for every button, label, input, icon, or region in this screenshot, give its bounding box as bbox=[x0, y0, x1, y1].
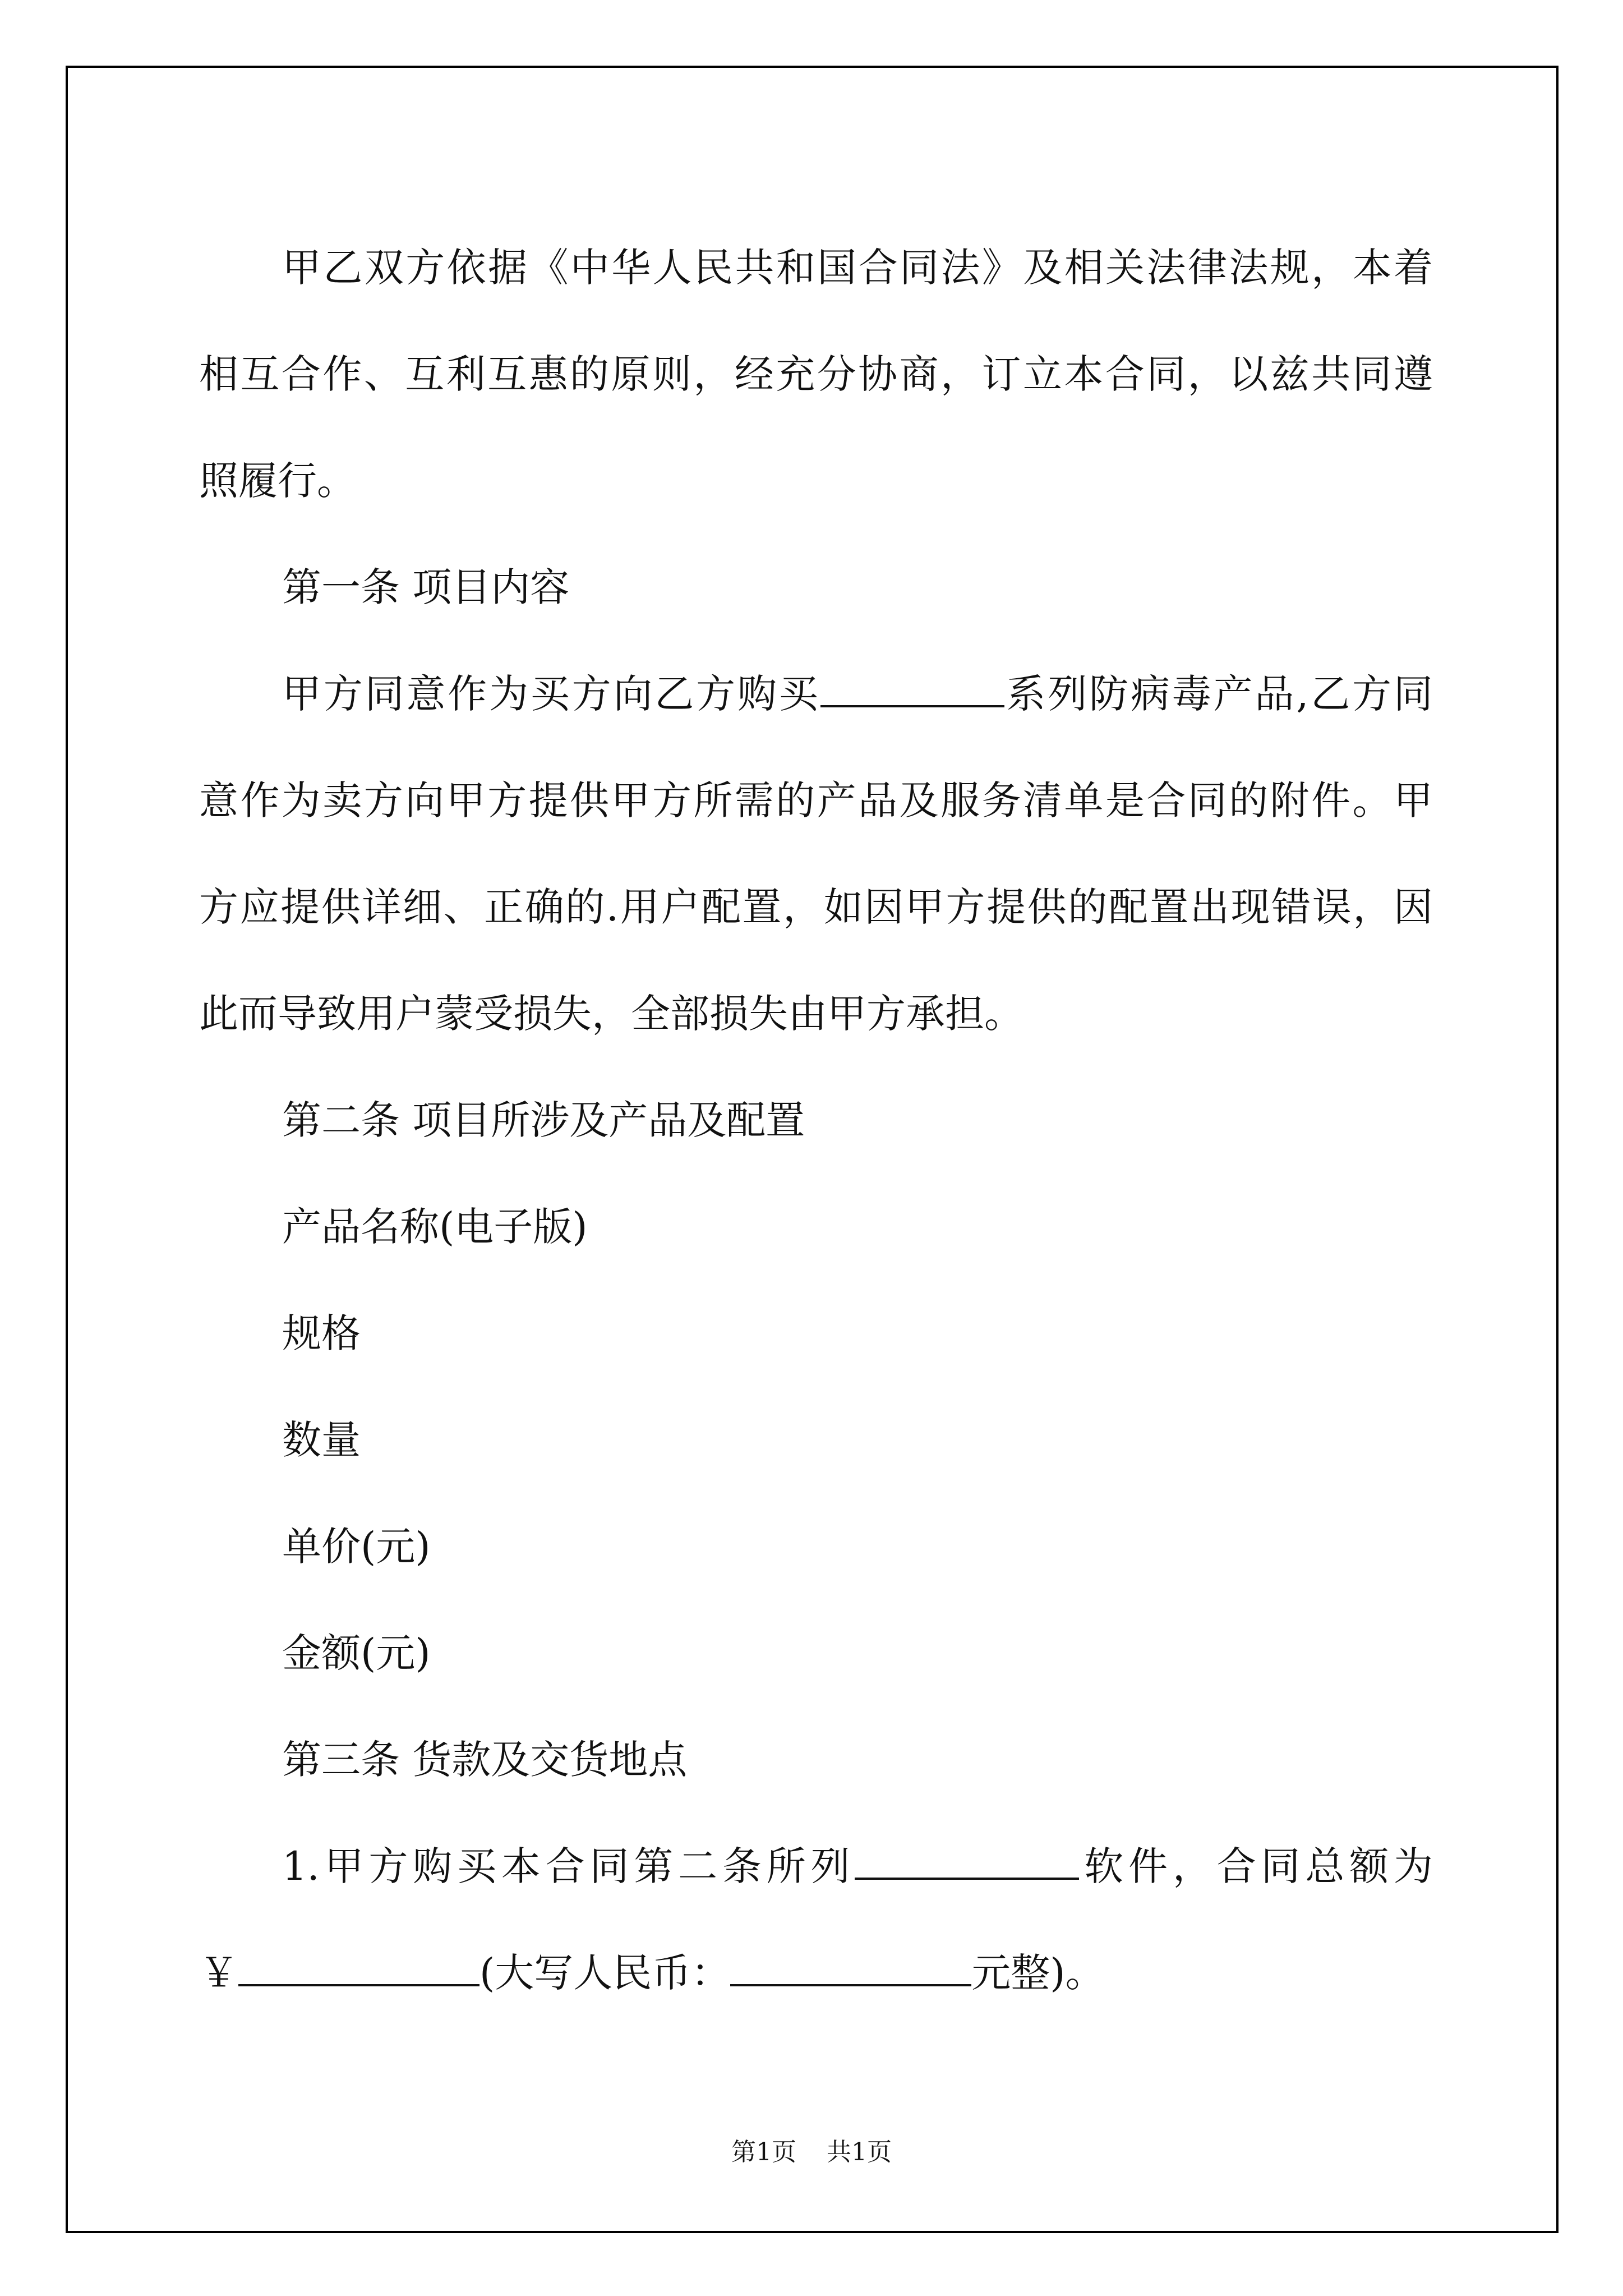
article-3-heading: 第三条 货款及交货地点 bbox=[282, 1737, 688, 1783]
article-1-line-4: 此而导致用户蒙受损失，全部损失由甲方承担。 bbox=[199, 991, 1023, 1037]
product-item-name: 产品名称(电子版) bbox=[282, 1204, 588, 1250]
page-number-total: 共1页 bbox=[827, 2138, 892, 2166]
article-1-line-2: 意作为卖方向甲方提供甲方所需的产品及服务清单是合同的附件。甲 bbox=[199, 777, 1433, 823]
page-footer bbox=[0, 2132, 1623, 2168]
product-item-unit-price: 单价(元) bbox=[282, 1524, 431, 1570]
product-item-quantity: 数量 bbox=[282, 1417, 361, 1463]
article-3-text-a: 1.甲方购买本合同第二条所列 bbox=[282, 1843, 855, 1889]
software-blank bbox=[855, 1845, 1079, 1880]
product-item-spec: 规格 bbox=[282, 1310, 361, 1356]
intro-line-3: 照履行。 bbox=[199, 458, 356, 504]
product-series-blank bbox=[820, 673, 1004, 707]
article-1-text-a: 甲方同意作为买方向乙方购买 bbox=[282, 671, 820, 717]
article-1-text-b: 系列防病毒产品,乙方同 bbox=[1004, 671, 1433, 717]
amount-words-blank bbox=[730, 1952, 971, 1986]
article-2-heading: 第二条 项目所涉及产品及配置 bbox=[282, 1097, 805, 1143]
amount-figures-blank bbox=[238, 1952, 479, 1986]
article-1-heading: 第一条 项目内容 bbox=[282, 564, 570, 610]
article-3-line-1 bbox=[199, 1813, 1433, 1920]
article-3-line-2 bbox=[199, 1920, 1433, 2026]
intro-paragraph bbox=[199, 214, 1433, 534]
document-body bbox=[199, 214, 1433, 2026]
article-3-text-b: 软件，合同总额为 bbox=[1079, 1843, 1433, 1889]
article-1-line-3: 方应提供详细、正确的.用户配置，如因甲方提供的配置出现错误，因 bbox=[199, 884, 1433, 930]
article-1-line-1 bbox=[199, 641, 1433, 747]
intro-line-2: 相互合作、互利互惠的原则，经充分协商，订立本合同，以兹共同遵 bbox=[199, 351, 1433, 397]
intro-line-1: 甲乙双方依据《中华人民共和国合同法》及相关法律法规，本着 bbox=[282, 245, 1433, 291]
article-3-paragraph bbox=[199, 1813, 1433, 2026]
product-item-amount: 金额(元) bbox=[282, 1630, 431, 1676]
page-number-current: 第1页 bbox=[731, 2138, 796, 2166]
article-3-text-d: 元整)。 bbox=[971, 1950, 1105, 1996]
article-1-paragraph bbox=[199, 641, 1433, 1067]
currency-symbol: ￥ bbox=[199, 1950, 238, 1996]
article-3-text-c: (大写人民币： bbox=[479, 1950, 731, 1996]
